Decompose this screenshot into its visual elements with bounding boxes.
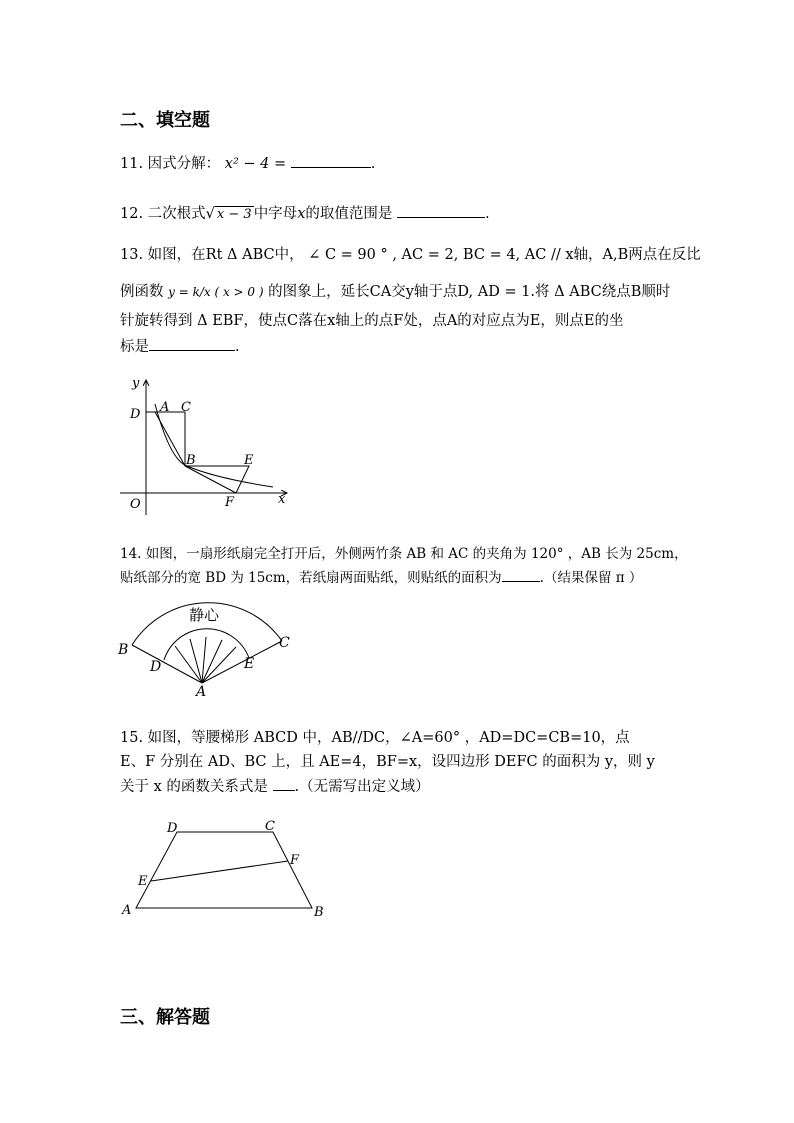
label-a: A <box>196 684 207 700</box>
label-b: B <box>186 453 196 468</box>
answer-blank[interactable] <box>273 776 295 791</box>
label-d: D <box>167 821 178 836</box>
label-f: F <box>225 495 235 510</box>
label-o: O <box>130 497 141 512</box>
answer-blank[interactable] <box>291 153 371 168</box>
question-15-line3 <box>120 776 430 797</box>
question-text: 例函数 <box>120 284 164 300</box>
question-13-line3: 针旋转得到 Δ EBF，使点C落在x轴上的点F处，点A的对应点为E，则点E的坐 <box>120 313 624 329</box>
answer-blank[interactable] <box>149 336 235 351</box>
label-x: x <box>278 492 286 507</box>
triangle-abc-sides <box>146 412 185 466</box>
sqrt-symbol: √ <box>205 206 215 222</box>
punctuation: . <box>370 156 376 172</box>
question-15-line2: E、F 分别在 AD、BC 上，且 AE=4，BF=x，设四边形 DEFC 的面积为 y，则 y <box>120 754 655 770</box>
question-15-line1: 15. 如图，等腰梯形 ABCD 中，AB//DC，∠A=60° ，AD=DC=CB=10，点 <box>120 730 630 746</box>
label-e: E <box>138 874 148 889</box>
function-expression: y = k/x ( x > 0 ) <box>168 285 264 299</box>
question-number: 12. <box>120 206 144 222</box>
answer-blank[interactable] <box>397 203 485 218</box>
label-a: A <box>160 400 170 415</box>
fan-rib <box>190 639 202 683</box>
punctuation: . <box>235 339 240 355</box>
label-e: E <box>244 453 254 468</box>
rib-ac <box>202 641 282 683</box>
label-d: D <box>130 407 141 422</box>
label-c: C <box>265 819 275 834</box>
question-number: 11. <box>120 156 144 172</box>
q13-figure <box>115 370 295 515</box>
question-text: .（结果保留 π ） <box>539 570 643 586</box>
question-text: 贴纸部分的宽 BD 为 15cm，若纸扇两面贴纸，则贴纸的面积为 <box>120 570 502 586</box>
question-text: 二次根式 <box>147 206 206 222</box>
question-13-line4 <box>120 336 240 357</box>
question-13-line2 <box>120 282 670 302</box>
section-heading: 三、解答题 <box>120 1007 210 1028</box>
label-c: C <box>279 635 290 651</box>
label-c: C <box>181 400 191 415</box>
hyperbola-curve <box>155 404 273 487</box>
question-12 <box>120 203 490 225</box>
question-14-line2 <box>120 567 642 588</box>
question-text: 中字母 <box>253 206 298 222</box>
answer-blank[interactable] <box>502 567 540 582</box>
q15-trapezoid-figure <box>115 812 335 922</box>
question-text: 的取值范围是 <box>305 206 393 222</box>
section-heading: 二、填空题 <box>120 110 210 131</box>
label-b: B <box>118 642 129 658</box>
radicand: x − 3 <box>216 207 252 222</box>
label-a: A <box>122 903 132 918</box>
math-expression: x² − 4 = <box>224 156 287 172</box>
fan-rib <box>202 647 236 683</box>
question-text: 因式分解： <box>147 156 221 172</box>
question-11 <box>120 153 375 174</box>
segment-bf <box>185 466 236 493</box>
label-f: F <box>290 853 300 868</box>
fan-text: 静心 <box>189 606 220 624</box>
question-14-line1: 14. 如图，一扇形纸扇完全打开后，外侧两竹条 AB 和 AC 的夹角为 120° ，AB 长为 25cm， <box>120 546 688 562</box>
label-b: B <box>314 905 324 920</box>
fan-rib <box>175 646 202 683</box>
label-e: E <box>244 656 255 672</box>
variable: x <box>297 206 306 222</box>
question-text: 的图象上，延长CA交y轴于点D, AD = 1.将 Δ ABC绕点B顺时 <box>268 284 671 300</box>
q14-fan-figure <box>112 590 302 700</box>
triangle-ebf-sides <box>185 466 249 493</box>
label-d: D <box>150 659 162 675</box>
question-text: 关于 x 的函数关系式是 <box>120 779 268 795</box>
question-text: .（无需写出定义域） <box>294 779 430 795</box>
segment-ab <box>155 412 185 466</box>
question-13-line1: 13. 如图，在Rt Δ ABC中， ∠ C = 90 ° , AC = 2, BC = 4, AC // x轴，A,B两点在反比 <box>120 247 701 263</box>
label-y: y <box>132 376 140 391</box>
punctuation: . <box>484 206 490 222</box>
inner-arc <box>164 629 249 660</box>
rib-ab <box>132 645 202 683</box>
question-text: 标是 <box>120 339 149 355</box>
segment-ef <box>151 861 288 881</box>
